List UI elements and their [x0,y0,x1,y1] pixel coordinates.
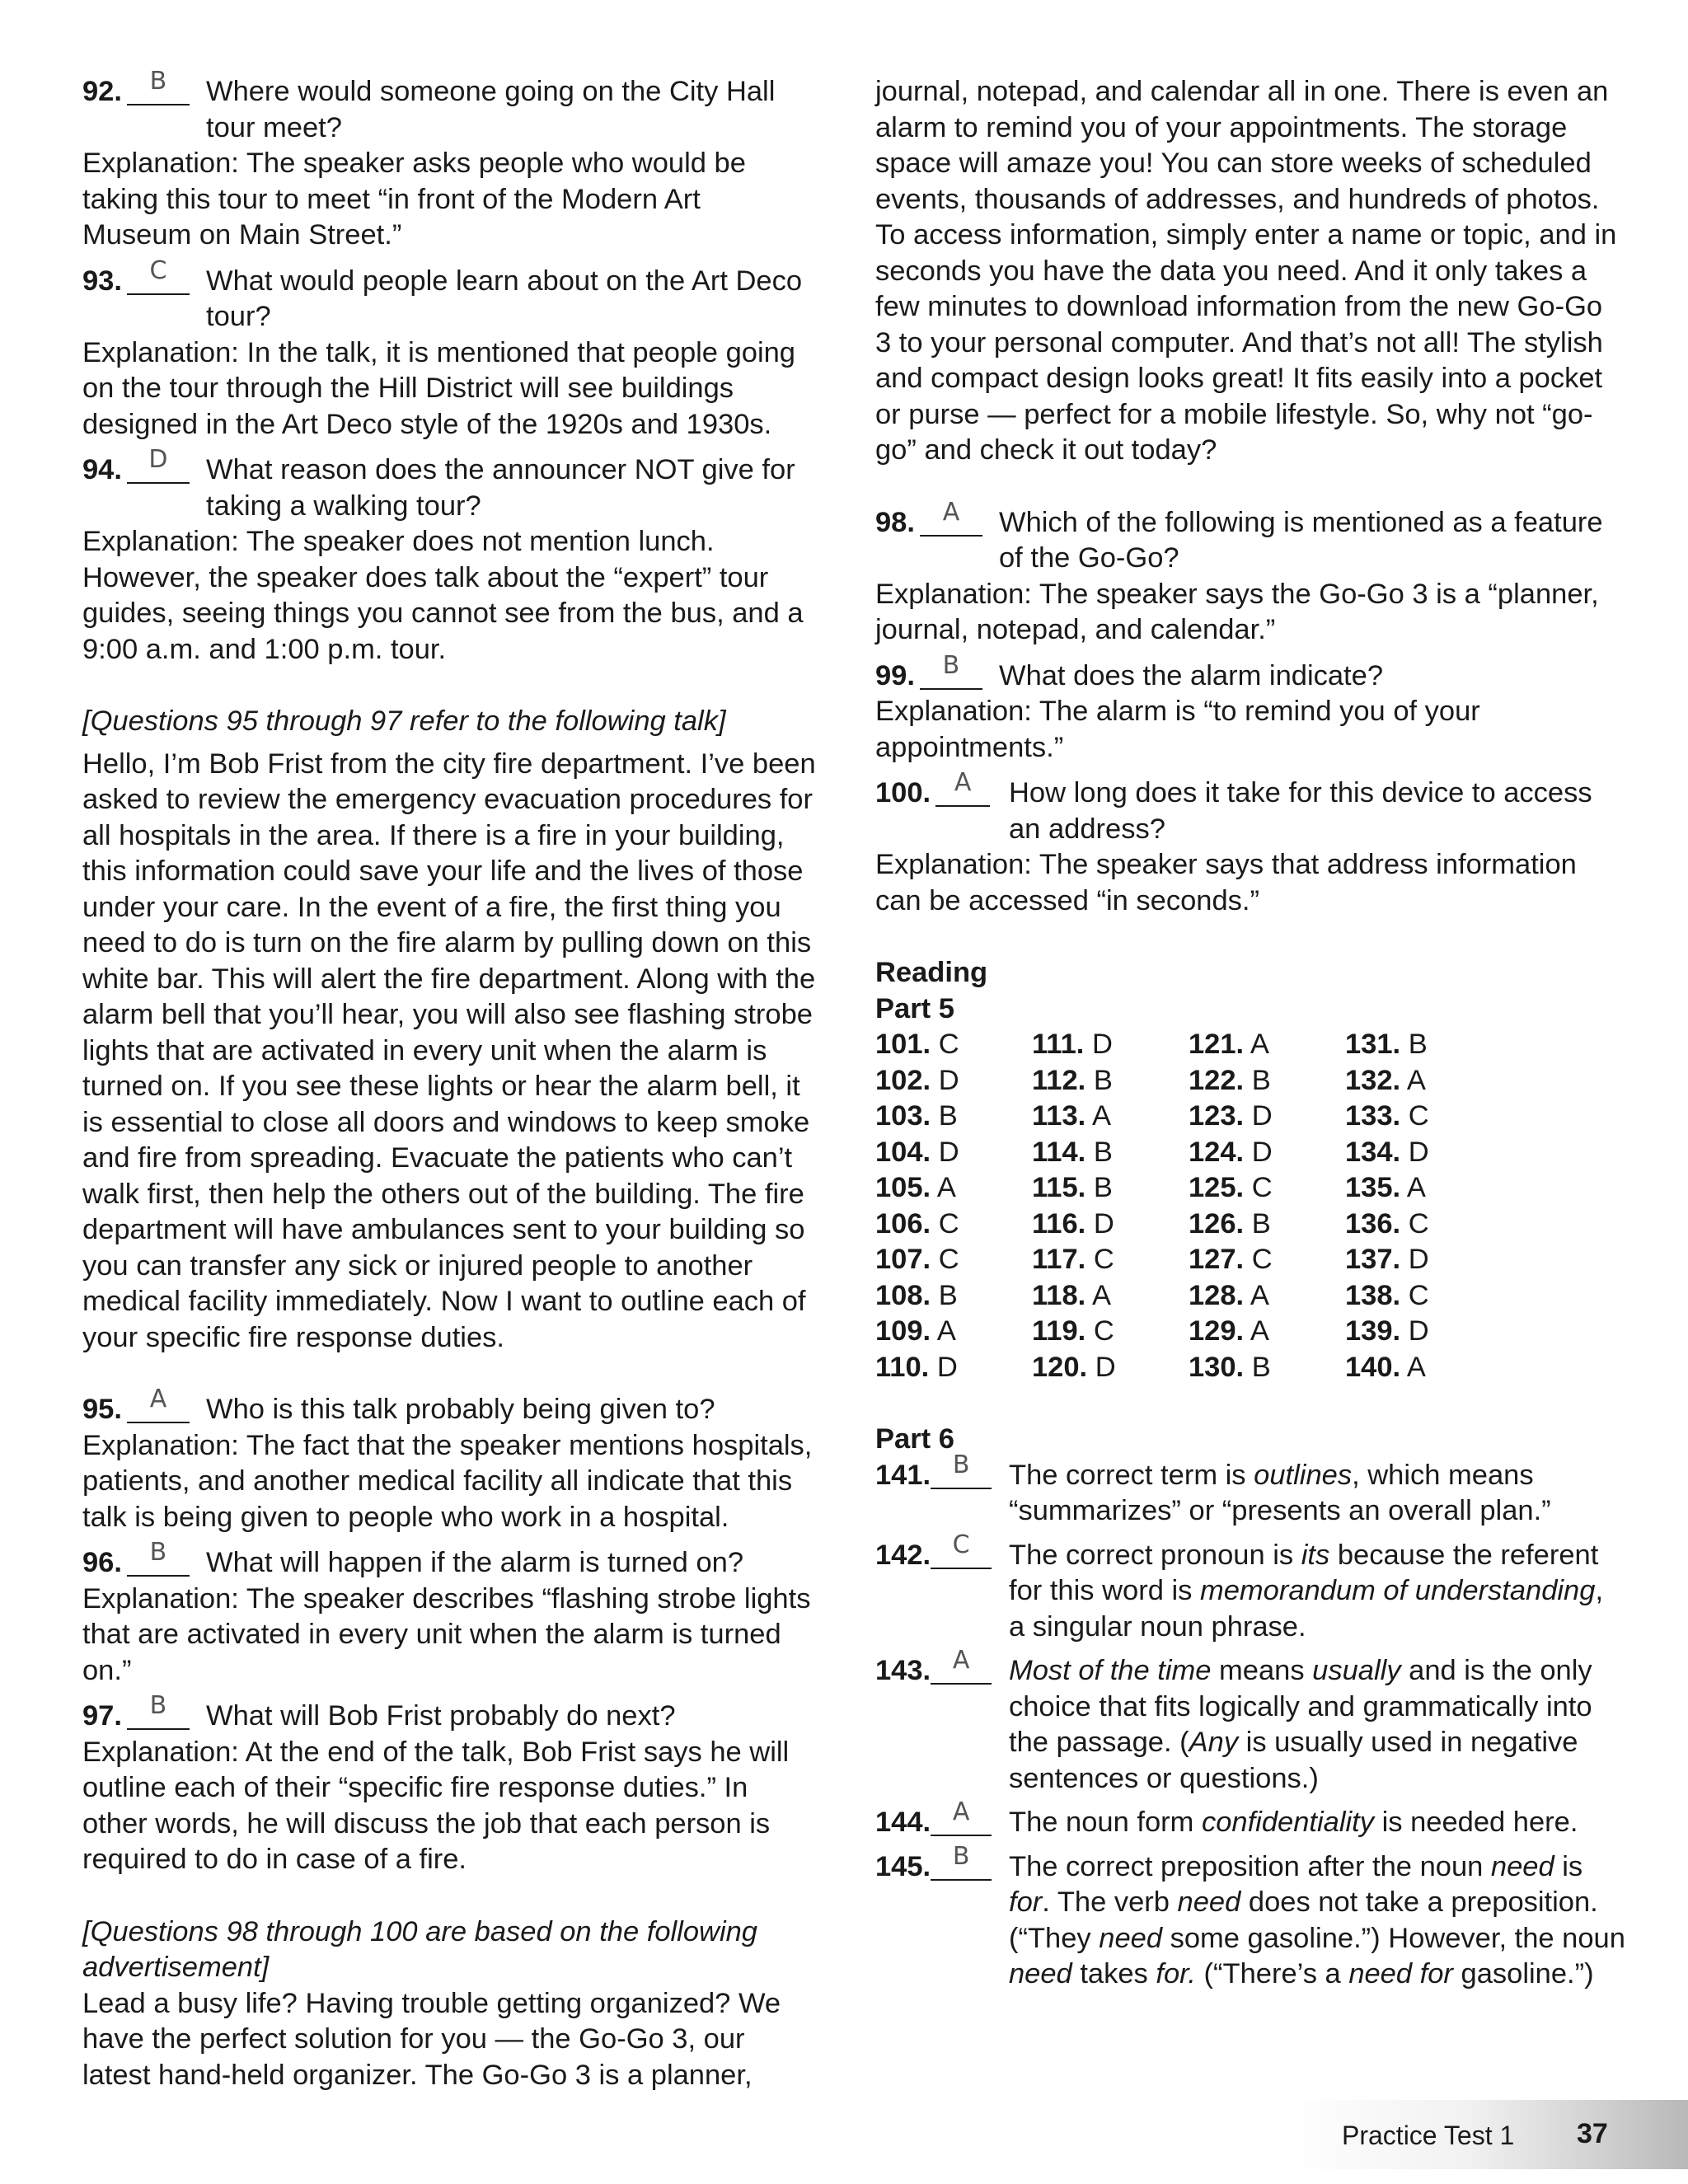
answer-letter: D [1408,1136,1429,1168]
question-text: What will Bob Frist probably do next? [206,1700,676,1732]
answer-blank [127,67,190,105]
answer-letter: C [1251,1172,1273,1203]
question-text: How long does it take for this device to access an address? [1009,777,1592,845]
answer-number: 140. [1345,1351,1401,1383]
answer-cell [1345,1350,1502,1386]
answer-cell [875,1242,1032,1278]
question-number: 143. [875,1655,931,1686]
answer-cell [1345,1278,1502,1315]
question-95 [82,1385,816,1428]
answer-number: 136. [1345,1207,1401,1240]
answer-blank [127,1538,190,1577]
question-143 [875,1646,1625,1797]
handwritten-answer: C [952,1530,970,1559]
answer-number: 129. [1189,1315,1245,1347]
answer-cell [1032,1207,1189,1243]
question-93 [82,255,816,335]
answer-cell [875,1207,1032,1243]
answer-blank [931,1450,992,1489]
answer-cell [1345,1314,1502,1350]
answer-cell [1189,1207,1345,1243]
answer-letter: D [1093,1207,1114,1240]
answer-number: 122. [1189,1064,1245,1096]
question-94 [82,445,816,524]
answer-blank [935,768,990,807]
question-number: 145. [875,1850,931,1882]
answer-explanation: Most of the time means usually and is the only choice that fits logically and grammatically into the passage. (Any is usually used in negative sentences or questions.) [1009,1655,1592,1794]
answer-cell [875,1314,1032,1350]
answer-cell [1032,1242,1189,1278]
answer-blank [931,1841,992,1881]
answer-row [875,1027,1502,1063]
question-number: 100. [875,777,931,808]
answer-letter: C [1251,1244,1273,1275]
answer-letter: C [938,1244,959,1275]
answer-cell [1345,1170,1502,1207]
answer-letter: A [1406,1064,1426,1096]
handwritten-answer: A [149,1385,167,1413]
answer-letter: D [1251,1136,1273,1168]
answer-number: 108. [875,1279,931,1311]
answer-letter: B [1251,1064,1271,1096]
answer-explanation: The noun form confidentiality is needed here. [1009,1807,1578,1838]
answer-blank [127,1691,190,1730]
handwritten-answer: B [952,1450,970,1479]
answer-letter: B [1408,1029,1428,1060]
question-97 [82,1691,816,1735]
answer-letter: B [1093,1136,1113,1168]
question-144 [875,1797,1625,1841]
answer-letter: C [938,1029,959,1060]
answer-letter: C [938,1207,959,1240]
answer-cell [1345,1099,1502,1135]
answer-number: 103. [875,1100,931,1132]
answer-letter: A [1250,1279,1269,1311]
answer-letter: D [1408,1244,1429,1275]
answer-letter: B [938,1100,958,1132]
handwritten-answer: A [952,1797,970,1826]
answer-row [875,1207,1502,1243]
explanation: Explanation: In the talk, it is mentioned that people going on the tour through the Hill District will see buildings designed in the Art Deco style of the 1920s and 1930s. [82,336,795,440]
talk-transcript: Hello, I’m Bob Frist from the city fire department. I’ve been asked to review the emergency evacuation procedures for all hospitals in the area. If there is a fire in your building, this information could save your life and the lives of those under your care. In the event of a fire, the first thing you need to do is turn on the fire alarm by pulling down on this white bar. This will alert the fire department. Along with the alarm bell that you’ll hear, you will also see flashing strobe lights that are activated in every unit when the alarm is turned on. If you see these lights or hear the alarm bell, it is essential to close all doors and windows to keep smoke and fire from spreading. Evacuate the patients who can’t walk first, then help the others out of the building. The fire department will have ambulances sent to your building so you can transfer any sick or injured people to another medical facility immediately. Now I want to outline each of your specific fire response duties. [82,748,816,1353]
answer-cell [875,1278,1032,1315]
answer-number: 110. [875,1351,930,1383]
answer-cell [1345,1027,1502,1063]
advertisement-transcript: Lead a busy life? Having trouble getting organized? We have the perfect solution for you — the Go-Go 3, our latest hand-held organizer. The Go-Go 3 is a planner, [82,1987,781,2091]
answer-number: 125. [1189,1172,1245,1203]
answer-number: 130. [1189,1351,1245,1383]
answer-number: 112. [1032,1064,1086,1096]
answer-number: 115. [1032,1172,1086,1203]
handwritten-answer: A [952,1646,970,1675]
answer-letter: D [938,1136,959,1168]
answer-blank [127,255,190,295]
answer-cell [1032,1135,1189,1171]
question-number: 141. [875,1459,931,1491]
question-number: 96. [82,1547,122,1578]
answer-cell [875,1170,1032,1207]
question-text: Which of the following is mentioned as a feature of the Go-Go? [999,506,1603,574]
answer-explanation: The correct pronoun is its because the referent for this word is memorandum of understanding, a singular noun phrase. [1009,1539,1604,1643]
answer-row [875,1099,1502,1135]
answer-blank [931,1530,992,1569]
part6-heading: Part 6 [875,1423,954,1455]
answer-number: 117. [1032,1244,1086,1275]
answer-cell [1032,1350,1189,1386]
answer-letter: D [936,1351,958,1383]
answer-number: 128. [1189,1279,1245,1311]
question-text: Where would someone going on the City Hall tour meet? [206,76,776,143]
answer-number: 127. [1189,1244,1245,1275]
handwritten-answer: C [149,255,167,285]
answer-letter: A [936,1315,956,1347]
answer-number: 135. [1345,1172,1401,1203]
right-column [875,74,1625,2001]
answer-letter: D [1251,1100,1273,1132]
handwritten-answer: A [942,497,960,527]
answer-number: 101. [875,1029,931,1060]
answer-cell [875,1063,1032,1099]
answer-number: 131. [1345,1029,1401,1060]
question-text: What will happen if the alarm is turned on? [206,1547,744,1578]
answer-number: 104. [875,1136,931,1168]
answer-number: 114. [1032,1136,1086,1168]
answer-cell [1189,1135,1345,1171]
handwritten-answer: B [149,1691,167,1720]
question-number: 95. [82,1394,122,1425]
question-96 [82,1538,816,1582]
answer-letter: C [1408,1279,1429,1311]
answer-number: 123. [1189,1100,1245,1132]
answer-letter: A [1091,1279,1111,1311]
answer-letter: D [1095,1351,1116,1383]
answer-letter: B [1093,1172,1113,1203]
answer-number: 121. [1189,1029,1245,1060]
answer-row [875,1314,1502,1350]
question-92 [82,67,816,146]
reading-heading: Reading [875,957,988,988]
handwritten-answer: B [942,650,960,680]
answer-letter: A [1250,1029,1269,1060]
question-number: 98. [875,506,915,538]
advertisement-continued: journal, notepad, and calendar all in one. There is even an alarm to remind you of your appointments. The storage space will amaze you! You can store weeks of scheduled events, thousands of addresses, and hundreds of photos. To access information, simply enter a name or topic, and in seconds you have the data you need. And it only takes a few minutes to download information from the new Go-Go 3 to your personal computer. And that’s not all! The stylish and compact design looks great! It fits easily into a pocket or purse — perfect for a mobile lifestyle. So, why not “go-go” and check it out today? [875,76,1617,466]
question-number: 144. [875,1807,931,1838]
answer-cell [1189,1063,1345,1099]
question-98 [875,497,1625,577]
left-column [82,67,816,2093]
answer-cell [1032,1278,1189,1315]
answer-number: 102. [875,1064,931,1096]
answer-letter: C [1093,1315,1114,1347]
answer-row [875,1278,1502,1315]
answer-row [875,1135,1502,1171]
answer-row [875,1170,1502,1207]
answer-letter: A [1091,1100,1111,1132]
answer-number: 137. [1345,1244,1401,1275]
answer-number: 113. [1032,1100,1086,1132]
answer-letter: B [1251,1207,1271,1240]
answer-letter: D [938,1064,959,1096]
answer-number: 119. [1032,1315,1086,1347]
answer-letter: A [936,1172,956,1203]
answer-cell [1189,1170,1345,1207]
handwritten-answer: A [954,768,972,797]
answer-letter: A [1406,1172,1426,1203]
answer-number: 134. [1345,1136,1401,1168]
answer-cell [1032,1314,1189,1350]
answer-letter: A [1406,1351,1426,1383]
answer-cell [1032,1170,1189,1207]
question-number: 142. [875,1539,931,1571]
answer-cell [875,1099,1032,1135]
footer-title: Practice Test 1 [1342,2121,1515,2150]
explanation: Explanation: The fact that the speaker mentions hospitals, patients, and another medical facility all indicate that this talk is being given to people who work in a hospital. [82,1429,813,1533]
question-number: 92. [82,76,122,107]
answer-number: 126. [1189,1207,1245,1240]
explanation: Explanation: The speaker asks people who would be taking this tour to meet “in front of the Modern Art Museum on Main Street.” [82,148,746,251]
answer-blank [920,650,982,690]
question-number: 99. [875,659,915,691]
answer-number: 120. [1032,1351,1088,1383]
question-number: 93. [82,265,122,297]
answer-letter: C [1408,1207,1429,1240]
question-text: What does the alarm indicate? [999,659,1384,691]
advertisement-intro: [Questions 98 through 100 are based on the following advertisement] [82,1915,757,1983]
question-text: What would people learn about on the Art Deco tour? [206,265,803,332]
handwritten-answer: B [149,1538,167,1567]
answer-letter: B [1251,1351,1271,1383]
question-100 [875,768,1625,847]
explanation: Explanation: At the end of the talk, Bob Frist says he will outline each of their “specific fire response duties.” In other words, he will discuss the job that each person is required to do in case of a fire. [82,1736,790,1875]
answer-number: 107. [875,1244,931,1275]
answer-cell [1189,1350,1345,1386]
answer-cell [1189,1099,1345,1135]
explanation: Explanation: The alarm is “to remind you of your appointments.” [875,696,1480,763]
answer-cell [1345,1063,1502,1099]
answer-cell [1032,1027,1189,1063]
answer-row [875,1242,1502,1278]
answer-cell [875,1027,1032,1063]
answer-number: 139. [1345,1315,1401,1347]
answer-number: 133. [1345,1100,1401,1132]
question-145 [875,1841,1625,1993]
answer-cell [1032,1063,1189,1099]
answer-number: 116. [1032,1207,1086,1240]
answer-letter: D [1408,1315,1429,1347]
part5-answer-grid [875,1027,1502,1385]
answer-letter: B [1093,1064,1113,1096]
answer-cell [1189,1027,1345,1063]
answer-cell [1345,1242,1502,1278]
answer-cell [1345,1135,1502,1171]
answer-cell [1189,1314,1345,1350]
answer-blank [931,1646,992,1685]
answer-row [875,1350,1502,1386]
part5-heading: Part 5 [875,992,954,1024]
explanation: Explanation: The speaker describes “flashing strobe lights that are activated in every unit when the alarm is turned on.” [82,1582,811,1686]
answer-number: 106. [875,1207,931,1240]
question-number: 94. [82,454,122,485]
question-99 [875,650,1625,695]
answer-cell [875,1350,1032,1386]
answer-blank [920,497,982,537]
answer-number: 105. [875,1172,931,1203]
answer-cell [1345,1207,1502,1243]
question-142 [875,1530,1625,1646]
answer-number: 124. [1189,1136,1245,1168]
answer-row [875,1063,1502,1099]
answer-explanation: The correct preposition after the noun need is for. The verb need does not take a preposition. (“They need some gasoline.”) However, the noun need takes for. (“There’s a need for gasoline.”) [1009,1850,1625,1990]
answer-cell [1032,1099,1189,1135]
question-text: Who is this talk probably being given to? [206,1394,715,1425]
answer-blank [127,1385,190,1423]
page-number: 37 [1577,2118,1608,2149]
answer-number: 109. [875,1315,931,1347]
answer-letter: D [1091,1029,1113,1060]
answer-letter: C [1408,1100,1429,1132]
answer-number: 118. [1032,1279,1086,1311]
answer-cell [1189,1278,1345,1315]
answer-blank [931,1797,992,1836]
answer-cell [875,1135,1032,1171]
question-number: 97. [82,1700,122,1732]
answer-number: 138. [1345,1279,1401,1311]
question-text: What reason does the announcer NOT give for taking a walking tour? [206,454,795,522]
answer-letter: B [938,1279,958,1311]
answer-explanation: The correct term is outlines, which means “summarizes” or “presents an overall plan.” [1009,1459,1551,1526]
answer-letter: A [1250,1315,1269,1347]
answer-letter: C [1093,1244,1114,1275]
question-141 [875,1450,1625,1530]
handwritten-answer: B [952,1841,970,1871]
explanation: Explanation: The speaker does not mention lunch. However, the speaker does talk about the “expert” tour guides, seeing things you cannot see from the bus, and a 9:00 a.m. and 1:00 p.m. tour. [82,526,804,665]
explanation: Explanation: The speaker says the Go-Go 3 is a “planner, journal, notepad, and calendar.” [875,578,1599,645]
handwritten-answer: D [148,445,168,474]
talk-intro: [Questions 95 through 97 refer to the following talk] [82,705,726,737]
answer-cell [1189,1242,1345,1278]
answer-number: 132. [1345,1064,1401,1096]
answer-blank [127,445,190,484]
explanation: Explanation: The speaker says that address information can be accessed “in seconds.” [875,849,1577,916]
handwritten-answer: B [149,67,167,96]
answer-number: 111. [1032,1029,1085,1060]
